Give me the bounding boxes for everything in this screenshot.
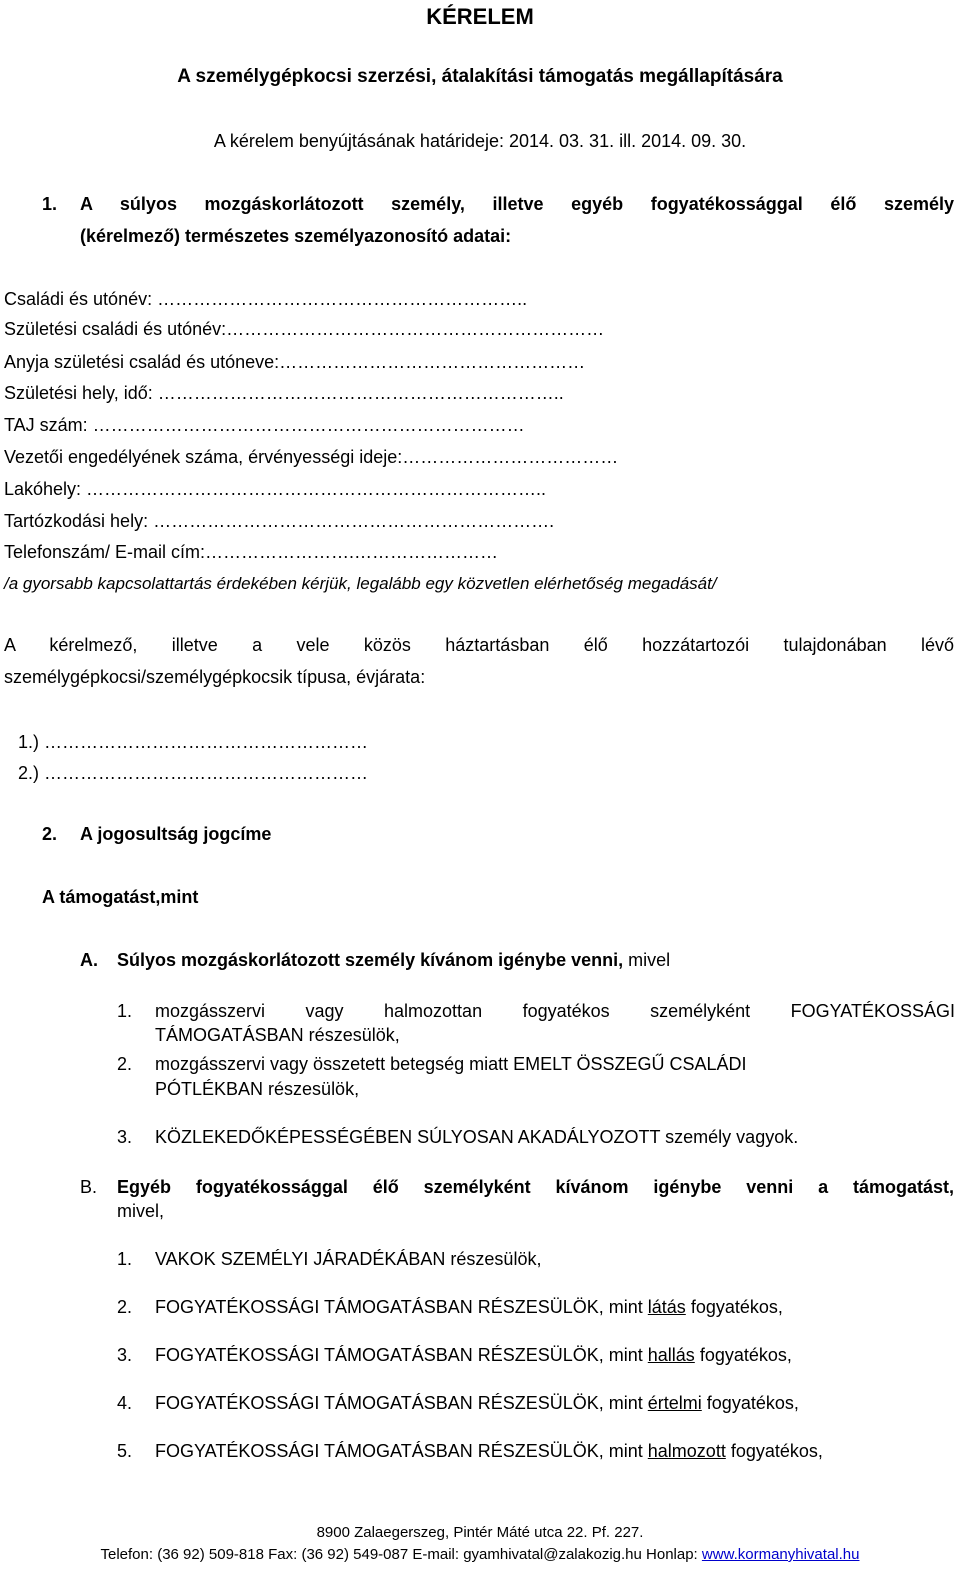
option-b-item-4-text [155, 1392, 799, 1414]
option-b-item-4-underlined: értelmi [647, 1393, 702, 1413]
option-a-item-1-number: 1. [117, 1001, 133, 1021]
option-b-item-1-pre: VAKOK SZEMÉLYI JÁRADÉKÁBAN részesülök, [155, 1249, 542, 1269]
field-name[interactable]: Családi és utónév: …………………………………………………….. [4, 289, 528, 309]
option-b-item-4-pre: FOGYATÉKOSSÁGI TÁMOGATÁSBAN RÉSZESÜLÖK, mint [155, 1393, 648, 1413]
vehicle-entry-1[interactable]: 1.) ……………………………………………… [18, 732, 369, 752]
section-1-heading-line2: (kérelmező) természetes személyazonosító adatai: [80, 226, 512, 246]
option-b-item-5-number: 5. [117, 1441, 133, 1461]
option-b-item-5-post: fogyatékos, [725, 1441, 823, 1461]
vehicles-paragraph-line1: A kérelmező, illetve a vele közös háztartásban élő hozzátartozói tulajdonában lévő [4, 635, 954, 655]
option-a-item-2-line2: PÓTLÉKBAN részesülök, [155, 1079, 360, 1099]
option-a-item-3-line1: KÖZLEKEDŐKÉPESSÉGÉBEN SÚLYOSAN AKADÁLYOZOTT személy vagyok. [155, 1127, 799, 1147]
option-b-item-4-number: 4. [117, 1393, 133, 1413]
field-temporary-residence[interactable]: Tartózkodási hely: …………………………………………………………. [4, 511, 555, 531]
option-b-item-5-underlined: halmozott [647, 1441, 726, 1461]
option-b-item-2-number: 2. [117, 1297, 133, 1317]
footer-contact-text: Telefon: (36 92) 509-818 Fax: (36 92) 549-087 E-mail: gyamhivatal@zalakozig.hu Honlap: [100, 1546, 702, 1563]
footer-address: 8900 Zalaegerszeg, Pintér Máté utca 22. Pf. 227. [316, 1524, 644, 1541]
field-mother-name[interactable]: Anyja születési család és utóneve:…………………………………………… [4, 352, 586, 372]
option-b-item-4-post: fogyatékos, [701, 1393, 799, 1413]
option-a-item-2-line1: mozgásszervi vagy összetett betegség miatt EMELT ÖSSZEGŰ CSALÁDI [155, 1054, 747, 1074]
option-a-item-3-number: 3. [117, 1127, 133, 1147]
option-b-letter: B. [80, 1177, 98, 1197]
section-2-number: 2. [42, 824, 58, 844]
section-1-heading-line1: A súlyos mozgáskorlátozott személy, illetve egyéb fogyatékossággal élő személy [80, 194, 954, 214]
field-residence[interactable]: Lakóhely: ………………………………………………………………….. [4, 479, 547, 499]
field-driving-licence[interactable]: Vezetői engedélyének száma, érvényességi ideje:……………………………… [4, 447, 619, 467]
section-2-intro: A támogatást,mint [42, 887, 199, 907]
option-b-item-5-text [155, 1440, 823, 1462]
footer-website-link[interactable]: www.kormanyhivatal.hu [701, 1546, 860, 1563]
option-a-item-1-line2: TÁMOGATÁSBAN részesülök, [155, 1025, 400, 1045]
option-b-item-3-text [155, 1344, 792, 1366]
option-b-item-3-underlined: hallás [647, 1345, 695, 1365]
option-a-item-1-line1: mozgásszervi vagy halmozottan fogyatékos személyként FOGYATÉKOSSÁGI [155, 1001, 955, 1021]
section-1-number: 1. [42, 194, 58, 214]
option-b-heading-line1: Egyéb fogyatékossággal élő személyként kívánom igénybe venni a támogatást, [117, 1177, 954, 1197]
vehicle-entry-2[interactable]: 2.) ……………………………………………… [18, 763, 369, 783]
option-a-bold: Súlyos mozgáskorlátozott személy kívánom igénybe venni, [117, 950, 624, 970]
section-2-heading: A jogosultság jogcíme [80, 824, 272, 844]
option-b-item-1-text [155, 1248, 541, 1270]
field-taj-number[interactable]: TAJ szám: ……………………………………………………………… [4, 415, 525, 435]
option-b-item-3-post: fogyatékos, [694, 1345, 792, 1365]
option-b-item-5-pre: FOGYATÉKOSSÁGI TÁMOGATÁSBAN RÉSZESÜLÖK, mint [155, 1441, 648, 1461]
option-b-item-3-pre: FOGYATÉKOSSÁGI TÁMOGATÁSBAN RÉSZESÜLÖK, mint [155, 1345, 648, 1365]
option-b-item-2-pre: FOGYATÉKOSSÁGI TÁMOGATÁSBAN RÉSZESÜLÖK, mint [155, 1297, 648, 1317]
field-birth-place-date[interactable]: Születési hely, idő: ………………………………………………………….. [4, 383, 564, 403]
option-a-letter: A. [80, 950, 98, 970]
field-birth-name[interactable]: Születési családi és utónév:……………………………………………………… [4, 319, 605, 339]
contact-note: /a gyorsabb kapcsolattartás érdekében kérjük, legalább egy közvetlen elérhetőség megadását/ [4, 574, 717, 593]
document-title: KÉRELEM [426, 4, 534, 29]
option-b-heading-line2: mivel, [117, 1201, 165, 1221]
submission-deadline: A kérelem benyújtásának határideje: 2014. 03. 31. ill. 2014. 09. 30. [213, 131, 747, 151]
option-b-item-2-underlined: látás [647, 1297, 686, 1317]
field-phone-email[interactable]: Telefonszám/ E-mail cím:…………………….…………………… [4, 542, 499, 562]
footer-contact [0, 1546, 960, 1564]
option-a-item-2-number: 2. [117, 1054, 133, 1074]
option-b-item-2-text [155, 1296, 783, 1318]
option-a-plain: mivel [623, 950, 671, 970]
option-b-item-2-post: fogyatékos, [685, 1297, 783, 1317]
vehicles-paragraph-line2: személygépkocsi/személygépkocsik típusa, évjárata: [4, 667, 426, 687]
option-a-heading [117, 949, 670, 971]
option-b-item-1-number: 1. [117, 1249, 133, 1269]
option-b-item-3-number: 3. [117, 1345, 133, 1365]
document-subtitle: A személygépkocsi szerzési, átalakítási támogatás megállapítására [177, 66, 783, 87]
